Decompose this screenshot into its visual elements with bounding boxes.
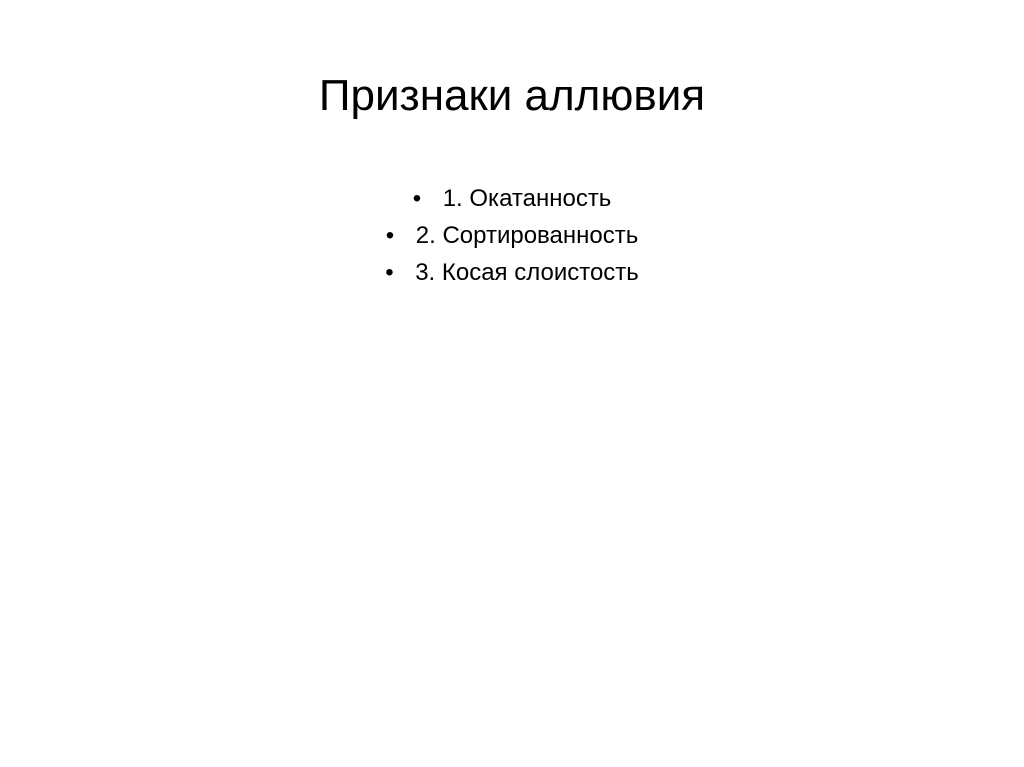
list-item: [0, 254, 1024, 291]
list-item-text: 1. Окатанность: [442, 185, 612, 212]
slide-title: Признаки аллювия: [318, 71, 706, 120]
bullet-icon: •: [385, 259, 394, 286]
bullet-icon: •: [412, 185, 422, 212]
bullet-icon: •: [385, 222, 395, 249]
bullet-list: [0, 180, 1024, 291]
list-item-text: 2. Сортированность: [415, 222, 639, 249]
list-item-text: 3. Косая слоистость: [415, 259, 639, 286]
list-item: [0, 180, 1024, 217]
list-item: [0, 217, 1024, 254]
